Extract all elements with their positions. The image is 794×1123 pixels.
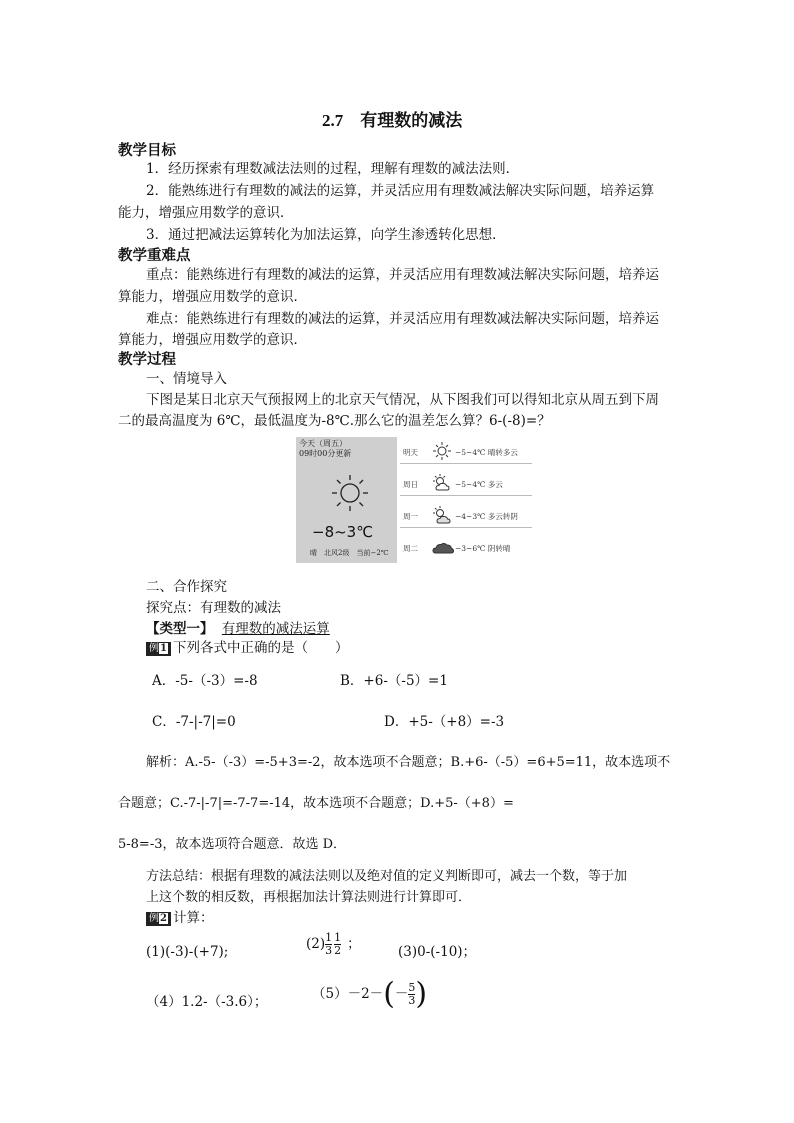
forecast-day: 周二 — [403, 544, 418, 553]
calc-item-5-prefix: （5）－2－ — [312, 986, 384, 1002]
right-paren: ) — [415, 976, 428, 1012]
fraction-denominator: 2 — [334, 944, 342, 957]
today-footer: 晴 北风2级 当前−2℃ — [310, 549, 389, 557]
fraction-numerator: 1 — [325, 931, 333, 944]
solution-line-2: 合题意；C.-7-|-7|=-7-7=-14，故本选项不合题意；D.+5-（+8）= — [118, 796, 514, 811]
example-badge-number: 2 — [160, 913, 167, 924]
today-label: 今天（周五） — [299, 439, 347, 448]
example-2 — [146, 907, 213, 929]
solution-line-1: 解析：A.-5-（-3）=-5+3=-2，故本选项不合题意；B.+6-（-5）=6+5=11，故本选项不 — [146, 755, 671, 770]
solution-line-3: 5-8=-3，故本选项符合题意．故选 D． — [118, 837, 347, 852]
explore-point: 探究点：有理数的减法 — [146, 600, 281, 616]
large-sun-icon — [330, 473, 370, 513]
update-time: 09时00分更新 — [299, 449, 352, 458]
forecast-text: −5~4℃ 晴转多云 — [455, 448, 518, 457]
weather-widget — [296, 437, 532, 563]
keypoint-focus: 重点：能熟练进行有理数的减法的运算，并灵活应用有理数减法解决实际问题，培养运 — [146, 267, 659, 283]
type1-title: 有理数的减法运算 — [221, 621, 330, 637]
keypoint-difficulty: 难点：能熟练进行有理数的减法的运算，并灵活应用有理数减法解决实际问题，培养运 — [146, 311, 659, 327]
calc-item-5-sign: － — [394, 986, 409, 1002]
fraction-numerator: 5 — [408, 981, 416, 994]
fraction-denominator: 3 — [325, 944, 333, 957]
calc-item-2-prefix: (2) — [306, 936, 326, 952]
explore-heading: 二、合作探究 — [146, 579, 227, 595]
page-title: 2.7 有理数的减法 — [322, 111, 463, 130]
example-2-prompt: 计算： — [172, 910, 214, 926]
forecast-text: −4~3℃ 多云转阴 — [455, 512, 518, 521]
calc-item-1: (1)(-3)-(+7); — [146, 944, 229, 960]
forecast-text: −3~6℃ 阴转晴 — [455, 544, 511, 553]
today-temperature: −8~3℃ — [312, 523, 374, 541]
calc-item-4: （4）1.2-（-3.6）； — [146, 994, 268, 1010]
goal-3: 3．通过把减法运算转化为加法运算，向学生渗透转化思想． — [146, 227, 506, 243]
keypoints-heading: 教学重难点 — [118, 247, 191, 264]
calc-item-2-suffix: ； — [347, 936, 361, 952]
type1-label: 【类型一】 — [146, 621, 214, 637]
example-1 — [146, 637, 348, 659]
calc-item-2 — [306, 932, 361, 957]
intro-line-2: 二的最高温度为 6℃，最低温度为-8℃.那么它的温差怎么算？6-(-8)=？ — [118, 413, 551, 429]
option-d: D．+5-（+8）=-3 — [384, 714, 505, 730]
fraction-numerator: 1 — [334, 931, 342, 944]
option-c: C．-7-|-7|=0 — [152, 714, 236, 730]
cloud-icon — [432, 537, 454, 557]
option-a: A．-5-（-3）=-8 — [152, 673, 258, 689]
goal-1: 1．经历探索有理数减法法则的过程，理解有理数的减法法则． — [146, 161, 520, 177]
goals-heading: 教学目标 — [118, 142, 176, 159]
example-1-question: 下列各式中正确的是（ ） — [172, 640, 349, 656]
forecast-row — [400, 503, 532, 528]
partly-cloudy-icon — [432, 473, 452, 493]
forecast-day: 周日 — [403, 480, 418, 489]
forecast-row — [400, 439, 532, 464]
forecast-row — [400, 535, 532, 559]
example-badge-label: 例 — [149, 643, 159, 654]
method-line-1: 方法总结：根据有理数的减法法则以及绝对值的定义判断即可，减去一个数，等于加 — [146, 869, 628, 884]
fraction — [334, 932, 341, 957]
example-2-badge — [146, 912, 171, 926]
keypoint-difficulty-cont: 算能力，增强应用数学的意识． — [118, 332, 307, 348]
goal-2-cont: 能力，增强应用数学的意识． — [118, 205, 294, 221]
calc-item-3: (3)0-(-10)； — [398, 944, 477, 960]
forecast-day: 周一 — [403, 512, 418, 521]
process-heading: 教学过程 — [118, 351, 176, 368]
option-b: B．+6-（-5）=1 — [340, 673, 448, 689]
method-line-2: 上这个数的相反数，再根据加法计算法则进行计算即可． — [146, 890, 472, 905]
left-paren: ( — [383, 976, 395, 1012]
example-badge-number: 1 — [160, 643, 167, 654]
intro-heading: 一、情境导入 — [146, 371, 227, 387]
sun-icon — [432, 441, 452, 461]
example-badge-label: 例 — [149, 913, 159, 924]
forecast-day: 明天 — [403, 448, 418, 457]
fraction-denominator: 3 — [408, 994, 416, 1007]
forecast-row — [400, 471, 532, 496]
example-1-badge — [146, 642, 171, 656]
keypoint-focus-cont: 算能力，增强应用数学的意识． — [118, 289, 307, 305]
fraction — [325, 932, 332, 957]
calc-item-5 — [312, 976, 428, 1012]
forecast-text: −5~4℃ 多云 — [455, 480, 503, 489]
intro-line-1: 下图是某日北京天气预报网上的北京天气情况，从下图我们可以得知北京从周五到下周 — [146, 392, 659, 408]
today-panel — [296, 437, 397, 563]
sun-cloud-icon — [432, 505, 452, 525]
goal-2: 2．能熟练进行有理数的减法的运算，并灵活应用有理数减法解决实际问题，培养运算 — [146, 183, 655, 199]
